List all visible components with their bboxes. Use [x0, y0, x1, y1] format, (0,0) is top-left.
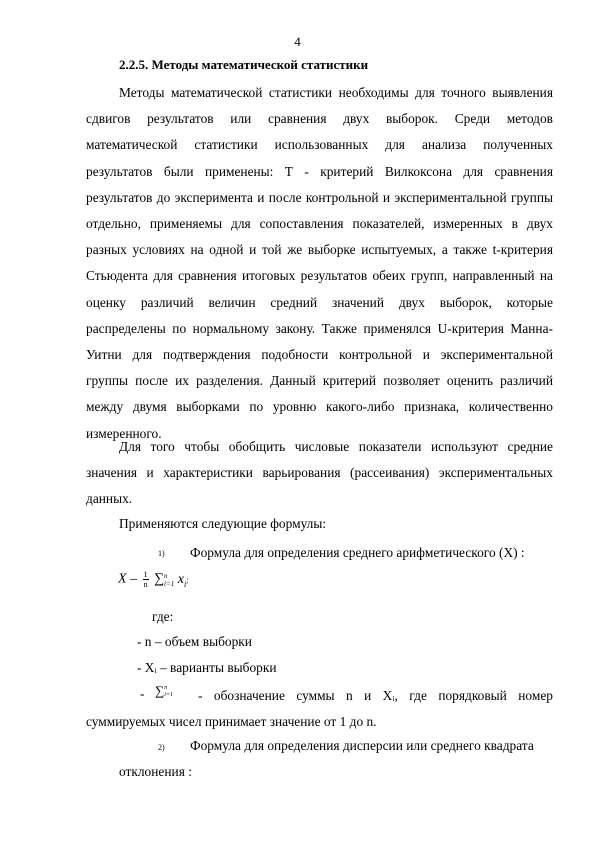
item-text-1: Формула для определения среднего арифметического (X) : [190, 545, 525, 560]
sum-lower: i=1 [164, 579, 175, 588]
fraction-numerator: 1 [143, 570, 148, 579]
definition-xi: - Xᵢ – варианты выборки [137, 660, 277, 675]
sum-dash: - [140, 686, 145, 701]
sum-sigma: ∑ [155, 683, 165, 698]
formula-eq: – [130, 571, 138, 587]
item-number-2: 2) [158, 743, 165, 752]
paragraph-summary: Для того чтобы обобщить числовые показатели используют средние значения и характеристики варьирования (рассеивания) экспериментальных данных. [86, 439, 553, 507]
formula-tail: ; [186, 575, 189, 585]
item-text-2: Формула для определения дисперсии или среднего квадрата отклонения : [119, 738, 534, 780]
sum-limits [164, 572, 174, 588]
definition-n: - n – объем выборки [137, 634, 252, 649]
sum-symbol-limits: n i=1 [164, 685, 173, 699]
item-number-1: 1) [158, 549, 165, 558]
definition-sum: - обозначение суммы n и Xᵢ, где порядковый номер суммируемых чисел принимает значение от 1 до n. [86, 688, 553, 730]
mean-formula [118, 570, 189, 589]
formula-lhs: X [118, 571, 127, 587]
where-label: где: [152, 609, 174, 624]
formula-fraction [143, 570, 149, 589]
formula-variable: $x_i$ [177, 571, 187, 589]
formulas-intro: Применяются следующие формулы: [119, 516, 327, 531]
sigma-symbol: ∑ [154, 571, 165, 587]
paragraph-methods: Методы математической статистики необходимы для точного выявления сдвигов результатов или сравнения двух выборок. Среди методов математической статистики использованных для анализа полученных результатов были применены: Т - критерий Вилкоксона для сравнения результатов до эксперимента и после контрольной и экспериментальной группы отдельно, применяемы для сопоставления показателей, измеренных в двух разных условиях на одной и той же выборке испытуемых, а также t-критерия Стьюдента для сравнения итоговых результатов обеих групп, направленный на оценку различий величин средний значений двух выборок, которые распределены по нормальному закону. Также применялся U-критерия Манна-Уитни для подтверждения подобности контрольной и экспериментальной группы после их разделения. Данный критерий позволяет оценить различий между двумя выборками по уровню какого-либо признака, количественно измеренного. [86, 85, 553, 441]
sum-upper: n [164, 571, 168, 580]
page-number: 4 [294, 34, 301, 49]
section-heading: 2.2.5. Методы математической статистики [119, 57, 369, 72]
fraction-denominator: n [143, 580, 148, 589]
